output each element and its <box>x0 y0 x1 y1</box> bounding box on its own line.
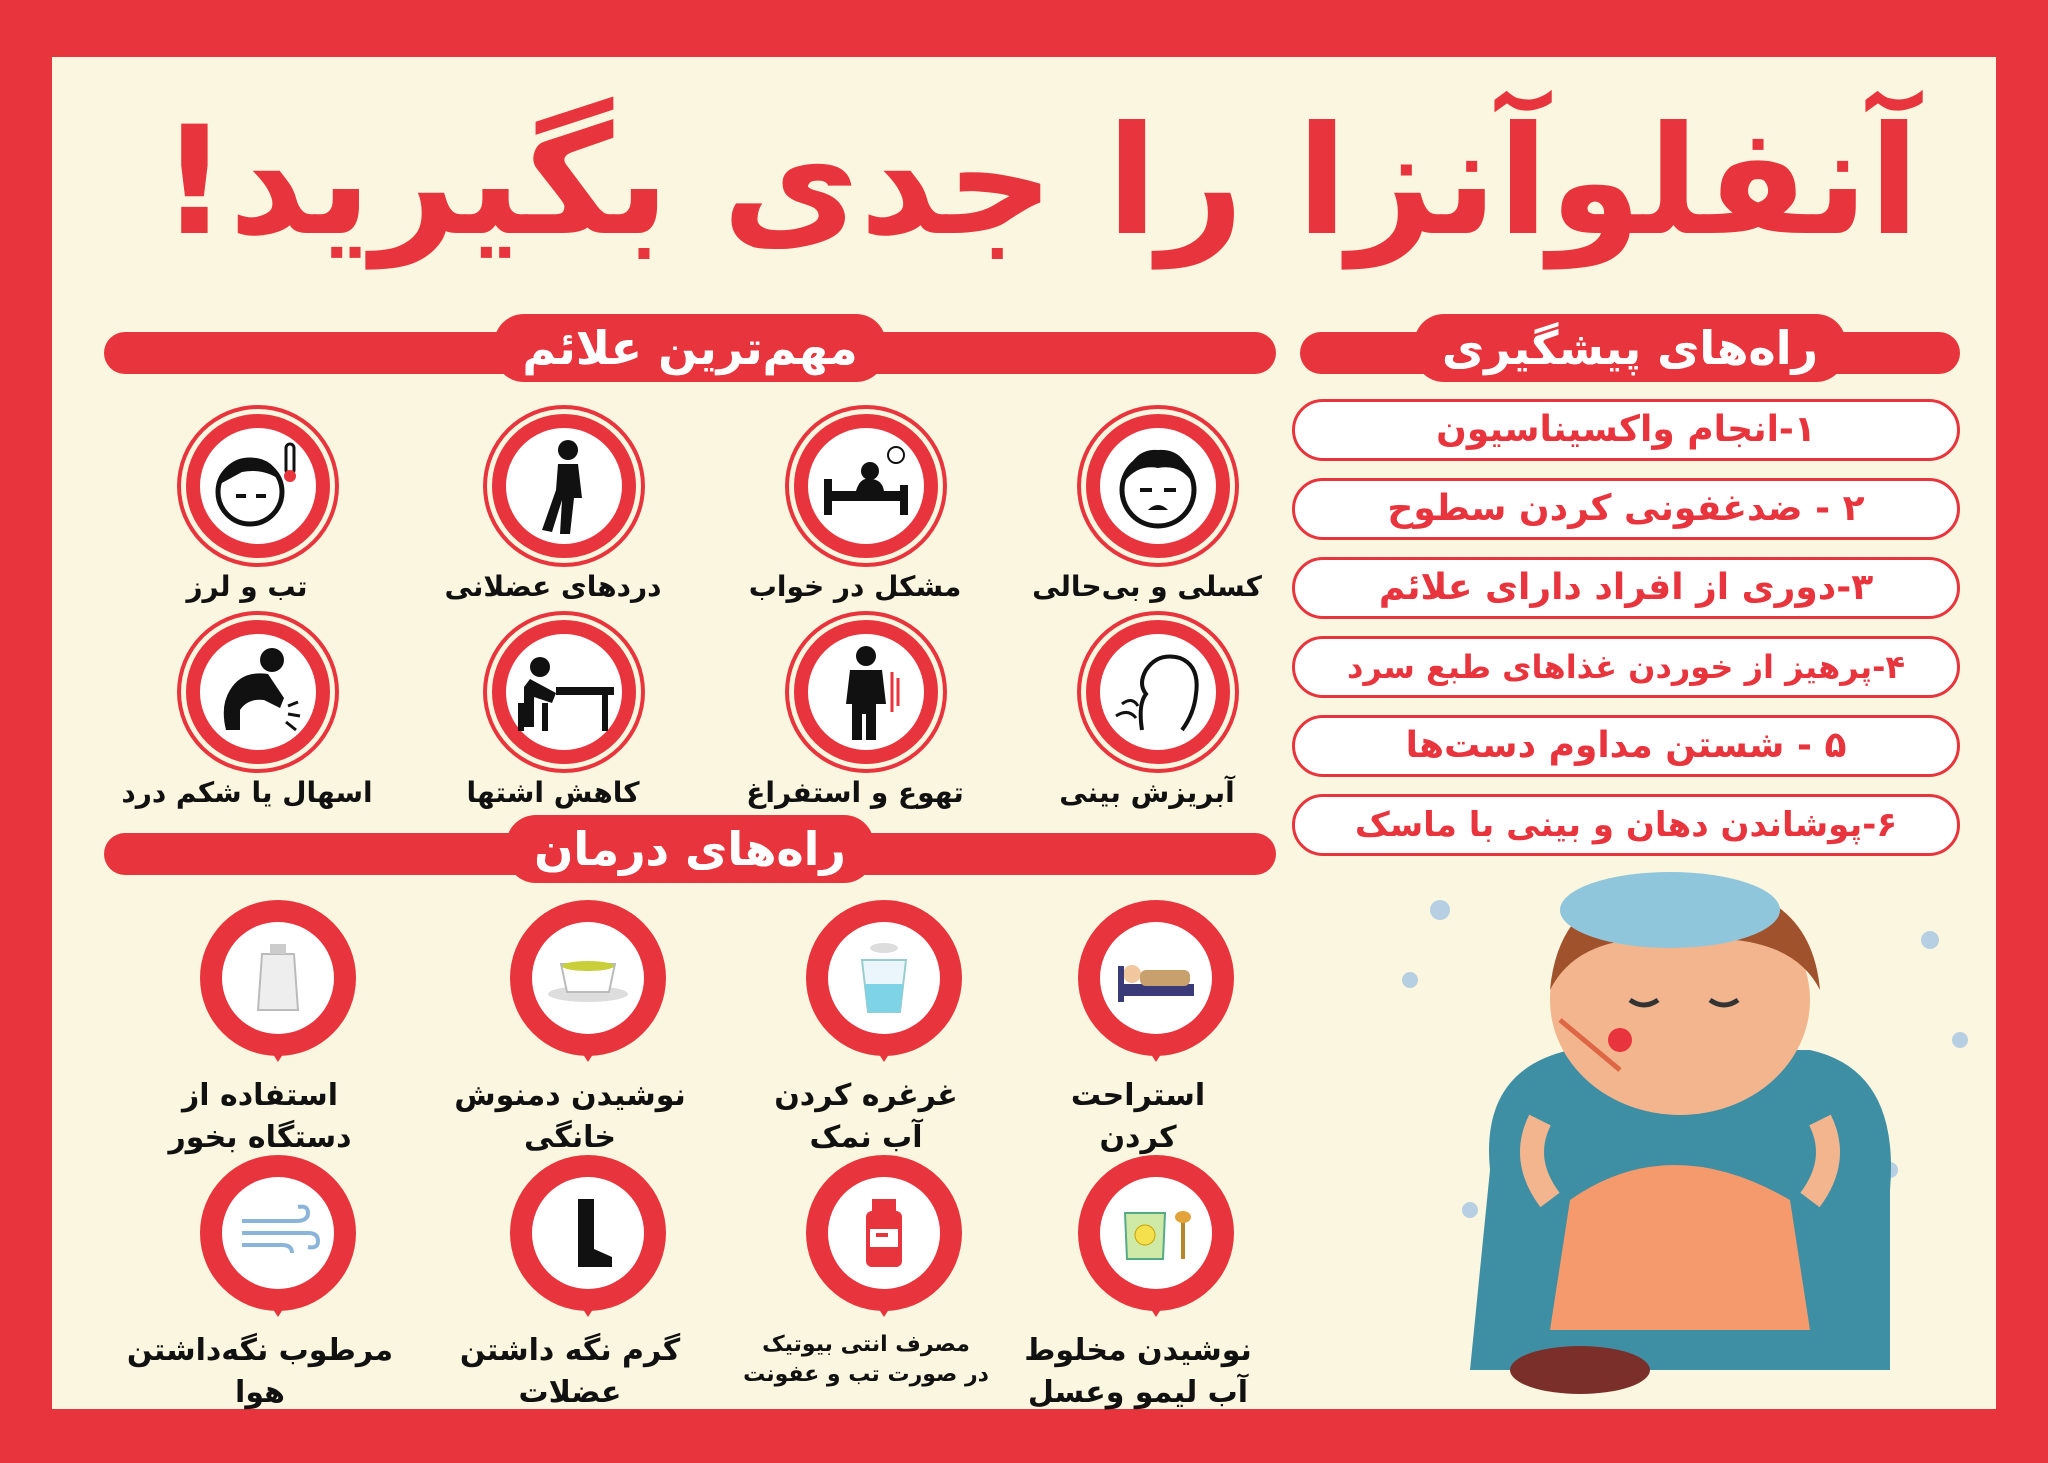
treatment-label-line1: مصرف انتی بیوتیک <box>762 1332 970 1357</box>
symptom-sleep <box>750 414 960 614</box>
runny-nose-icon <box>1100 634 1216 750</box>
symptom-label: دردهای عضلانی <box>444 570 662 603</box>
treatment-label-line1: مرطوب نگه‌داشتن <box>126 1333 394 1368</box>
symptom-label: اسهال یا شکم درد <box>121 776 373 809</box>
treatment-label-line2: در صورت تب و عفونت <box>743 1362 989 1387</box>
symptom-runny-nose <box>1042 620 1252 820</box>
treatment-label-line1: نوشیدن مخلوط <box>1024 1333 1252 1368</box>
symptoms-heading-ribbon <box>104 321 1276 375</box>
treatment-herbal-tea <box>454 900 686 1160</box>
antibiotic-bottle-icon <box>828 1177 940 1289</box>
symptoms-heading: مهم‌ترین علائم <box>494 314 885 382</box>
prevention-heading-ribbon <box>1300 321 1960 375</box>
prevention-heading: راه‌های پیشگیری <box>1414 314 1846 382</box>
symptom-label: تب و لرز <box>186 570 308 603</box>
treatment-lemon-honey <box>1024 1155 1252 1415</box>
treatment-label-line1: استفاده از <box>182 1078 338 1113</box>
nausea-icon <box>808 634 924 750</box>
humid-air-icon <box>222 1177 334 1289</box>
treatment-label-line1: گرم نگه داشتن <box>459 1333 681 1368</box>
treatment-label-line2: آب لیمو وعسل <box>1027 1375 1249 1410</box>
warm-leg-icon <box>532 1177 644 1289</box>
treatment-gargle <box>756 900 976 1160</box>
tired-face-icon <box>1100 428 1216 544</box>
symptom-nausea <box>746 620 964 820</box>
treatment-heading: راه‌های درمان <box>506 815 874 883</box>
treatment-label-line1: غرغره کردن <box>774 1078 958 1113</box>
herbal-tea-icon <box>532 922 644 1034</box>
lemon-honey-icon <box>1100 1177 1212 1289</box>
prevention-item-6: ۶-پوشاندن دهان و بینی با ماسک <box>1292 794 1960 856</box>
salt-water-glass-icon <box>828 922 940 1034</box>
stomach-ache-icon <box>200 634 316 750</box>
treatment-humidifier <box>150 900 370 1160</box>
symptom-label: آبریزش بینی <box>1059 776 1235 809</box>
treatment-label-line1: نوشیدن دمنوش <box>454 1078 686 1113</box>
treatment-label-line2: کردن <box>1099 1120 1177 1155</box>
treatment-humid-air <box>126 1155 394 1415</box>
symptom-fatigue <box>1032 414 1262 614</box>
treatment-antibiotic <box>743 1155 989 1415</box>
humidifier-icon <box>222 922 334 1034</box>
symptom-label: کسلی و بی‌حالی <box>1032 570 1262 603</box>
treatment-rest <box>1028 900 1248 1160</box>
poster-title: آنفلوآنزا را جدی بگیرید! <box>160 95 1920 269</box>
sick-child-illustration <box>1370 870 1990 1410</box>
symptom-label: مشکل در خواب <box>748 570 962 603</box>
bed-rest-icon <box>1100 922 1212 1034</box>
treatment-label-line2: عضلات <box>518 1375 622 1410</box>
symptom-appetite <box>448 620 658 820</box>
sleep-problem-icon <box>808 428 924 544</box>
symptom-label: کاهش اشتها <box>466 776 640 809</box>
treatment-warm-muscles <box>460 1155 680 1415</box>
treatment-label-line2: هوا <box>235 1375 285 1410</box>
prevention-item-3: ۳-دوری از افراد دارای علائم <box>1292 557 1960 619</box>
prevention-item-2: ۲ - ضدغفونی کردن سطوح <box>1292 478 1960 540</box>
muscle-pain-icon <box>506 428 622 544</box>
symptom-fever <box>142 414 352 614</box>
symptom-stomach <box>121 620 373 820</box>
prevention-item-1: ۱-انجام واکسیناسیون <box>1292 399 1960 461</box>
prevention-item-5: ۵ - شستن مداوم دست‌ها <box>1292 715 1960 777</box>
fever-icon <box>200 428 316 544</box>
treatment-label-line2: دستگاه بخور <box>168 1120 352 1155</box>
appetite-loss-icon <box>506 634 622 750</box>
symptom-muscle-pain <box>444 414 662 614</box>
treatment-heading-ribbon <box>104 822 1276 876</box>
treatment-label-line2: خانگی <box>524 1120 616 1155</box>
prevention-item-4: ۴-پرهیز از خوردن غذاهای طبع سرد <box>1292 636 1960 698</box>
treatment-label-line2: آب نمک <box>809 1120 923 1155</box>
symptom-label: تهوع و استفراغ <box>746 776 964 809</box>
treatment-label-line1: استراحت <box>1070 1078 1206 1113</box>
